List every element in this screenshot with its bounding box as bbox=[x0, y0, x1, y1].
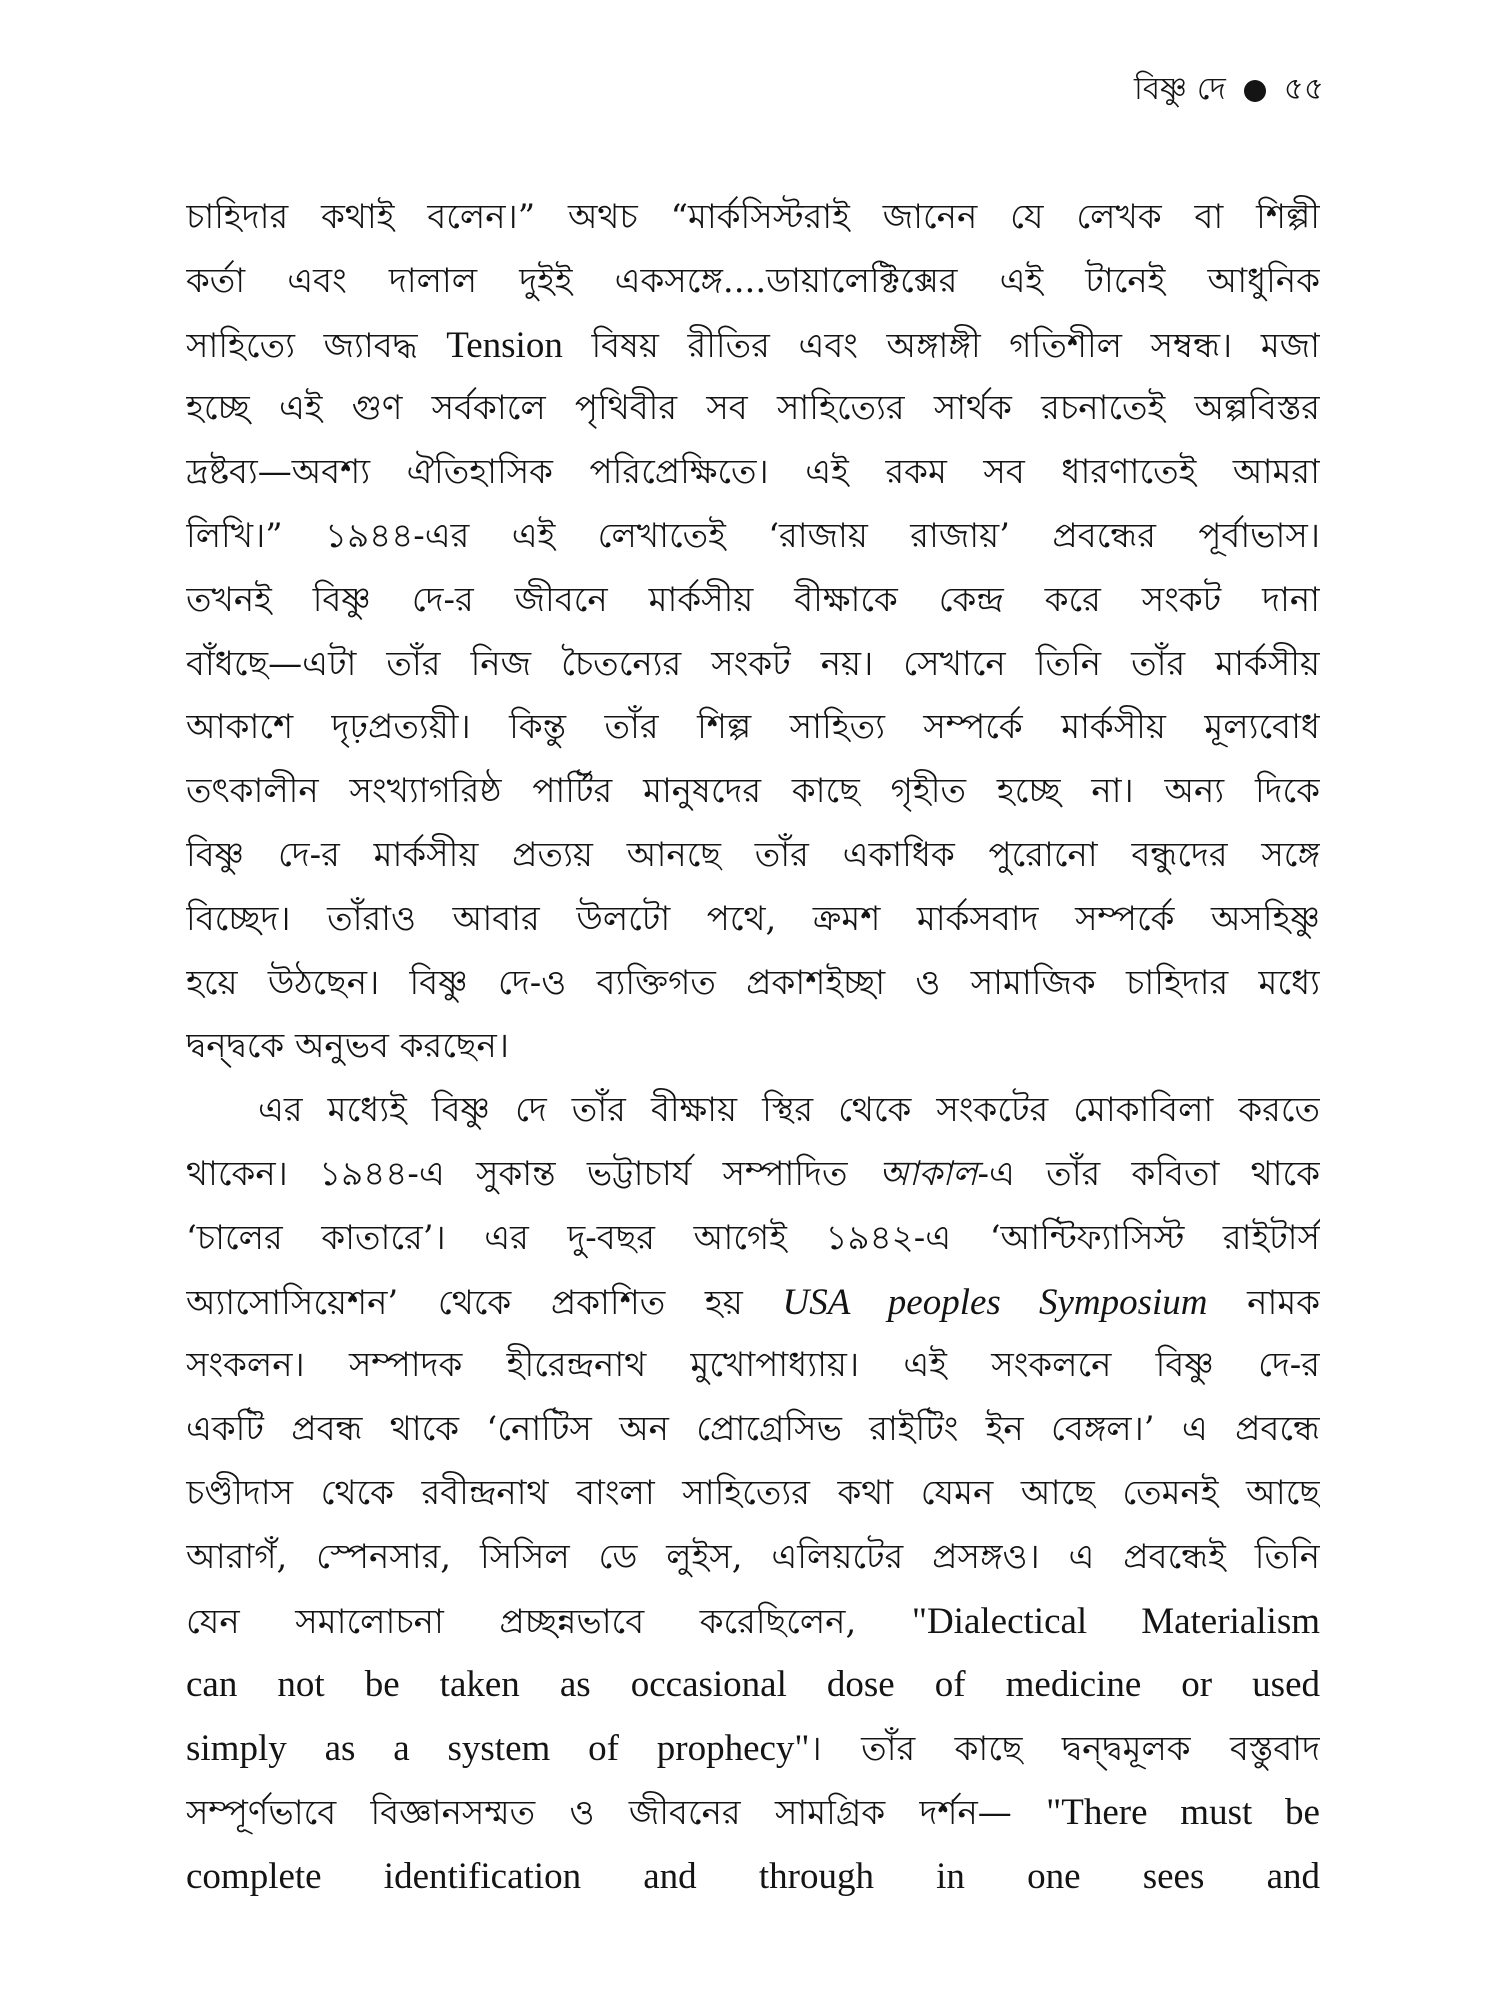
text-line: simply as a system of prophecy"। তাঁর কাছে দ্বন্দ্বমূলক বস্তুবাদ bbox=[186, 1728, 1320, 1770]
running-title: বিষ্ণু দে bbox=[1133, 71, 1226, 107]
text-line: একটি প্রবন্ধ থাকে ‘নোটিস অন প্রোগ্রেসিভ রাইটিং ইন বেঙ্গল।’ এ প্রবন্ধে bbox=[186, 1409, 1320, 1450]
text-line: তৎকালীন সংখ্যাগরিষ্ঠ পার্টির মানুষদের কাছে গৃহীত হচ্ছে না। অন্য দিকে bbox=[186, 771, 1320, 812]
bullet-icon bbox=[1244, 80, 1266, 102]
text-line: can not be taken as occasional dose of medicine or used bbox=[186, 1664, 1320, 1706]
text-line: অ্যাসোসিয়েশন’ থেকে প্রকাশিত হয় USA peoples Symposium নামক bbox=[186, 1281, 1320, 1323]
text-line: থাকেন। ১৯৪৪-এ সুকান্ত ভট্টাচার্য সম্পাদিত আকাল-এ তাঁর কবিতা থাকে bbox=[186, 1153, 1320, 1194]
text-line: কর্তা এবং দালাল দুইই একসঙ্গে....ডায়ালেক্টিক্সের এই টানেই আধুনিক bbox=[186, 260, 1320, 301]
paragraph-first-line: এর মধ্যেই বিষ্ণু দে তাঁর বীক্ষায় স্থির থেকে সংকটের মোকাবিলা করতে bbox=[258, 1090, 1320, 1131]
text-line: তখনই বিষ্ণু দে-র জীবনে মার্কসীয় বীক্ষাকে কেন্দ্র করে সংকট দানা bbox=[186, 579, 1320, 620]
text-line: আকাশে দৃঢ়প্রত্যয়ী। কিন্তু তাঁর শিল্প সাহিত্য সম্পর্কে মার্কসীয় মূল্যবোধ bbox=[186, 707, 1320, 748]
text-line: বাঁধছে—এটা তাঁর নিজ চৈতন্যের সংকট নয়। সেখানে তিনি তাঁর মার্কসীয় bbox=[186, 643, 1320, 684]
text-line: সম্পূর্ণভাবে বিজ্ঞানসম্মত ও জীবনের সামগ্রিক দর্শন— "There must be bbox=[186, 1791, 1320, 1833]
text-line: যেন সমালোচনা প্রচ্ছন্নভাবে করেছিলেন, "Dialectical Materialism bbox=[186, 1600, 1320, 1642]
text-line: চাহিদার কথাই বলেন।” অথচ “মার্কসিস্টরাই জানেন যে লেখক বা শিল্পী bbox=[186, 197, 1320, 237]
text-line: complete identification and through in one sees and bbox=[186, 1855, 1320, 1897]
running-head bbox=[1134, 66, 1324, 116]
body-text bbox=[186, 186, 1320, 1909]
text-line: বিষ্ণু দে-র মার্কসীয় প্রত্যয় আনছে তাঁর একাধিক পুরোনো বন্ধুদের সঙ্গে bbox=[186, 834, 1320, 875]
page-number: ৫৫ bbox=[1283, 71, 1324, 107]
text-line: সংকলন। সম্পাদক হীরেন্দ্রনাথ মুখোপাধ্যায়। এই সংকলনে বিষ্ণু দে-র bbox=[186, 1345, 1320, 1386]
text-line: লিখি।” ১৯৪৪-এর এই লেখাতেই ‘রাজায় রাজায়’ প্রবন্ধের পূর্বাভাস। bbox=[186, 515, 1320, 556]
text-line: দ্রষ্টব্য—অবশ্য ঐতিহাসিক পরিপ্রেক্ষিতে। এই রকম সব ধারণাতেই আমরা bbox=[186, 452, 1320, 493]
text-line: সাহিত্যে জ্যাবদ্ধ Tension বিষয় রীতির এবং অঙ্গাঙ্গী গতিশীল সম্বন্ধ। মজা bbox=[186, 324, 1320, 366]
text-line: আরাগঁ, স্পেনসার, সিসিল ডে লুইস, এলিয়টের প্রসঙ্গও। এ প্রবন্ধেই তিনি bbox=[186, 1536, 1320, 1577]
text-line: ‘চালের কাতারে’। এর দু-বছর আগেই ১৯৪২-এ ‘আন্টিফ্যাসিস্ট রাইটার্স bbox=[186, 1217, 1320, 1258]
text-line: চণ্ডীদাস থেকে রবীন্দ্রনাথ বাংলা সাহিত্যের কথা যেমন আছে তেমনই আছে bbox=[186, 1472, 1320, 1513]
text-line: দ্বন্দ্বকে অনুভব করছেন। bbox=[186, 1026, 509, 1067]
text-line: হচ্ছে এই গুণ সর্বকালে পৃথিবীর সব সাহিত্যের সার্থক রচনাতেই অল্পবিস্তর bbox=[186, 388, 1320, 429]
text-line: বিচ্ছেদ। তাঁরাও আবার উলটো পথে, ক্রমশ মার্কসবাদ সম্পর্কে অসহিষ্ণু bbox=[186, 898, 1320, 939]
text-line: হয়ে উঠছেন। বিষ্ণু দে-ও ব্যক্তিগত প্রকাশইচ্ছা ও সামাজিক চাহিদার মধ্যে bbox=[186, 962, 1320, 1003]
